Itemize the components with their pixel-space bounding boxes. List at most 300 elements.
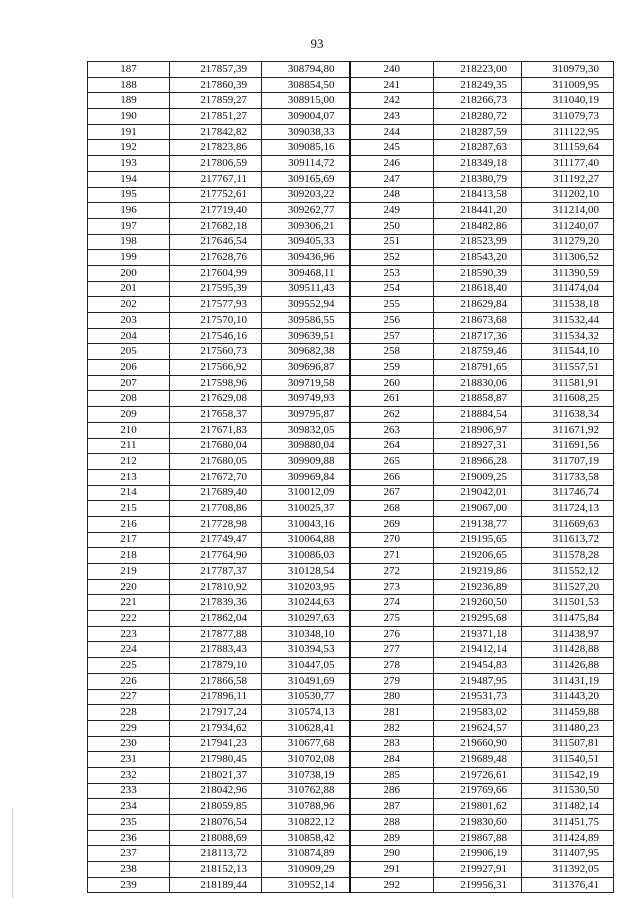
point-number-cell: 201 bbox=[88, 281, 170, 297]
y-coordinate-cell: 310874,89 bbox=[262, 846, 350, 862]
x-coordinate-cell: 219830,60 bbox=[434, 815, 522, 831]
y-coordinate-cell: 310788,96 bbox=[262, 799, 350, 815]
x-coordinate-cell: 219009,25 bbox=[434, 469, 522, 485]
x-coordinate-cell: 218021,37 bbox=[170, 767, 262, 783]
y-coordinate-cell: 310858,42 bbox=[262, 830, 350, 846]
y-coordinate-cell: 310447,05 bbox=[262, 658, 350, 674]
y-coordinate-cell: 311122,95 bbox=[522, 124, 614, 140]
x-coordinate-cell: 219927,91 bbox=[434, 862, 522, 878]
point-number-cell: 266 bbox=[350, 469, 434, 485]
x-coordinate-cell: 217866,58 bbox=[170, 673, 262, 689]
x-coordinate-cell: 219867,88 bbox=[434, 830, 522, 846]
y-coordinate-cell: 310043,16 bbox=[262, 516, 350, 532]
table-row bbox=[88, 234, 614, 250]
x-coordinate-cell: 219583,02 bbox=[434, 705, 522, 721]
x-coordinate-cell: 217917,24 bbox=[170, 705, 262, 721]
table-row bbox=[88, 124, 614, 140]
x-coordinate-cell: 217680,05 bbox=[170, 454, 262, 470]
point-number-cell: 285 bbox=[350, 767, 434, 783]
x-coordinate-cell: 217682,18 bbox=[170, 218, 262, 234]
x-coordinate-cell: 217934,62 bbox=[170, 720, 262, 736]
x-coordinate-cell: 217752,61 bbox=[170, 187, 262, 203]
point-number-cell: 234 bbox=[88, 799, 170, 815]
point-number-cell: 231 bbox=[88, 752, 170, 768]
point-number-cell: 211 bbox=[88, 438, 170, 454]
y-coordinate-cell: 309004,07 bbox=[262, 109, 350, 125]
x-coordinate-cell: 219371,18 bbox=[434, 626, 522, 642]
x-coordinate-cell: 218858,87 bbox=[434, 391, 522, 407]
point-number-cell: 208 bbox=[88, 391, 170, 407]
point-number-cell: 224 bbox=[88, 642, 170, 658]
point-number-cell: 244 bbox=[350, 124, 434, 140]
point-number-cell: 197 bbox=[88, 218, 170, 234]
table-row bbox=[88, 830, 614, 846]
y-coordinate-cell: 309832,05 bbox=[262, 422, 350, 438]
x-coordinate-cell: 219689,48 bbox=[434, 752, 522, 768]
point-number-cell: 259 bbox=[350, 360, 434, 376]
point-number-cell: 236 bbox=[88, 830, 170, 846]
x-coordinate-cell: 218523,99 bbox=[434, 234, 522, 250]
point-number-cell: 218 bbox=[88, 548, 170, 564]
x-coordinate-cell: 219487,95 bbox=[434, 673, 522, 689]
table-row bbox=[88, 799, 614, 815]
point-number-cell: 270 bbox=[350, 532, 434, 548]
y-coordinate-cell: 310491,69 bbox=[262, 673, 350, 689]
y-coordinate-cell: 309468,11 bbox=[262, 265, 350, 281]
y-coordinate-cell: 311578,28 bbox=[522, 548, 614, 564]
x-coordinate-cell: 218590,39 bbox=[434, 265, 522, 281]
y-coordinate-cell: 311390,59 bbox=[522, 265, 614, 281]
point-number-cell: 227 bbox=[88, 689, 170, 705]
y-coordinate-cell: 310702,08 bbox=[262, 752, 350, 768]
point-number-cell: 283 bbox=[350, 736, 434, 752]
point-number-cell: 235 bbox=[88, 815, 170, 831]
point-number-cell: 280 bbox=[350, 689, 434, 705]
y-coordinate-cell: 311240,07 bbox=[522, 218, 614, 234]
point-number-cell: 271 bbox=[350, 548, 434, 564]
point-number-cell: 192 bbox=[88, 140, 170, 156]
point-number-cell: 246 bbox=[350, 156, 434, 172]
table-row bbox=[88, 77, 614, 93]
x-coordinate-cell: 219219,86 bbox=[434, 564, 522, 580]
x-coordinate-cell: 217842,82 bbox=[170, 124, 262, 140]
y-coordinate-cell: 311474,04 bbox=[522, 281, 614, 297]
x-coordinate-cell: 217879,10 bbox=[170, 658, 262, 674]
x-coordinate-cell: 218076,54 bbox=[170, 815, 262, 831]
y-coordinate-cell: 311159,64 bbox=[522, 140, 614, 156]
point-number-cell: 258 bbox=[350, 344, 434, 360]
x-coordinate-cell: 217767,11 bbox=[170, 171, 262, 187]
y-coordinate-cell: 310297,63 bbox=[262, 611, 350, 627]
x-coordinate-cell: 218042,96 bbox=[170, 783, 262, 799]
table-row bbox=[88, 767, 614, 783]
point-number-cell: 289 bbox=[350, 830, 434, 846]
point-number-cell: 241 bbox=[350, 77, 434, 93]
table-row bbox=[88, 375, 614, 391]
x-coordinate-cell: 217787,37 bbox=[170, 564, 262, 580]
point-number-cell: 291 bbox=[350, 862, 434, 878]
table-row bbox=[88, 564, 614, 580]
y-coordinate-cell: 311507,81 bbox=[522, 736, 614, 752]
y-coordinate-cell: 309165,69 bbox=[262, 171, 350, 187]
point-number-cell: 207 bbox=[88, 375, 170, 391]
x-coordinate-cell: 218287,63 bbox=[434, 140, 522, 156]
y-coordinate-cell: 311443,20 bbox=[522, 689, 614, 705]
y-coordinate-cell: 311428,88 bbox=[522, 642, 614, 658]
x-coordinate-cell: 219769,66 bbox=[434, 783, 522, 799]
x-coordinate-cell: 217646,54 bbox=[170, 234, 262, 250]
point-number-cell: 188 bbox=[88, 77, 170, 93]
y-coordinate-cell: 310762,88 bbox=[262, 783, 350, 799]
x-coordinate-cell: 218249,35 bbox=[434, 77, 522, 93]
y-coordinate-cell: 310979,30 bbox=[522, 62, 614, 78]
table-row bbox=[88, 736, 614, 752]
point-number-cell: 221 bbox=[88, 595, 170, 611]
table-row bbox=[88, 297, 614, 313]
y-coordinate-cell: 311501,53 bbox=[522, 595, 614, 611]
x-coordinate-cell: 217806,59 bbox=[170, 156, 262, 172]
x-coordinate-cell: 219236,89 bbox=[434, 579, 522, 595]
table-row bbox=[88, 595, 614, 611]
table-row bbox=[88, 485, 614, 501]
table-row bbox=[88, 171, 614, 187]
x-coordinate-cell: 219454,83 bbox=[434, 658, 522, 674]
y-coordinate-cell: 309436,96 bbox=[262, 250, 350, 266]
table-row bbox=[88, 626, 614, 642]
point-number-cell: 209 bbox=[88, 407, 170, 423]
table-row bbox=[88, 265, 614, 281]
y-coordinate-cell: 309552,94 bbox=[262, 297, 350, 313]
y-coordinate-cell: 311480,23 bbox=[522, 720, 614, 736]
point-number-cell: 276 bbox=[350, 626, 434, 642]
y-coordinate-cell: 311192,27 bbox=[522, 171, 614, 187]
y-coordinate-cell: 310628,41 bbox=[262, 720, 350, 736]
table-row bbox=[88, 642, 614, 658]
point-number-cell: 196 bbox=[88, 203, 170, 219]
y-coordinate-cell: 311279,20 bbox=[522, 234, 614, 250]
x-coordinate-cell: 218287,59 bbox=[434, 124, 522, 140]
point-number-cell: 222 bbox=[88, 611, 170, 627]
table-row bbox=[88, 438, 614, 454]
point-number-cell: 190 bbox=[88, 109, 170, 125]
point-number-cell: 220 bbox=[88, 579, 170, 595]
y-coordinate-cell: 309038,33 bbox=[262, 124, 350, 140]
x-coordinate-cell: 218884,54 bbox=[434, 407, 522, 423]
y-coordinate-cell: 311542,19 bbox=[522, 767, 614, 783]
y-coordinate-cell: 310086,03 bbox=[262, 548, 350, 564]
x-coordinate-cell: 217896,11 bbox=[170, 689, 262, 705]
point-number-cell: 229 bbox=[88, 720, 170, 736]
x-coordinate-cell: 217860,39 bbox=[170, 77, 262, 93]
y-coordinate-cell: 309880,04 bbox=[262, 438, 350, 454]
x-coordinate-cell: 218759,46 bbox=[434, 344, 522, 360]
x-coordinate-cell: 217857,39 bbox=[170, 62, 262, 78]
table-row bbox=[88, 140, 614, 156]
point-number-cell: 230 bbox=[88, 736, 170, 752]
table-row bbox=[88, 877, 614, 893]
table-row bbox=[88, 689, 614, 705]
point-number-cell: 239 bbox=[88, 877, 170, 893]
y-coordinate-cell: 310738,19 bbox=[262, 767, 350, 783]
point-number-cell: 187 bbox=[88, 62, 170, 78]
table-row bbox=[88, 454, 614, 470]
table-row bbox=[88, 360, 614, 376]
point-number-cell: 286 bbox=[350, 783, 434, 799]
table-row bbox=[88, 579, 614, 595]
y-coordinate-cell: 309085,16 bbox=[262, 140, 350, 156]
point-number-cell: 203 bbox=[88, 313, 170, 329]
point-number-cell: 238 bbox=[88, 862, 170, 878]
y-coordinate-cell: 309749,93 bbox=[262, 391, 350, 407]
table-row bbox=[88, 673, 614, 689]
point-number-cell: 214 bbox=[88, 485, 170, 501]
y-coordinate-cell: 311079,73 bbox=[522, 109, 614, 125]
point-number-cell: 260 bbox=[350, 375, 434, 391]
point-number-cell: 256 bbox=[350, 313, 434, 329]
point-number-cell: 189 bbox=[88, 93, 170, 109]
x-coordinate-cell: 217546,16 bbox=[170, 328, 262, 344]
x-coordinate-cell: 217851,27 bbox=[170, 109, 262, 125]
y-coordinate-cell: 310348,10 bbox=[262, 626, 350, 642]
y-coordinate-cell: 309586,55 bbox=[262, 313, 350, 329]
table-row bbox=[88, 203, 614, 219]
table-row bbox=[88, 93, 614, 109]
y-coordinate-cell: 311724,13 bbox=[522, 501, 614, 517]
point-number-cell: 200 bbox=[88, 265, 170, 281]
x-coordinate-cell: 217823,86 bbox=[170, 140, 262, 156]
point-number-cell: 240 bbox=[350, 62, 434, 78]
x-coordinate-cell: 217689,40 bbox=[170, 485, 262, 501]
y-coordinate-cell: 309682,38 bbox=[262, 344, 350, 360]
table-row bbox=[88, 313, 614, 329]
x-coordinate-cell: 218966,28 bbox=[434, 454, 522, 470]
y-coordinate-cell: 310128,54 bbox=[262, 564, 350, 580]
y-coordinate-cell: 309306,21 bbox=[262, 218, 350, 234]
y-coordinate-cell: 308794,80 bbox=[262, 62, 350, 78]
y-coordinate-cell: 311392,05 bbox=[522, 862, 614, 878]
x-coordinate-cell: 218349,18 bbox=[434, 156, 522, 172]
x-coordinate-cell: 217672,70 bbox=[170, 469, 262, 485]
point-number-cell: 205 bbox=[88, 344, 170, 360]
y-coordinate-cell: 310244,63 bbox=[262, 595, 350, 611]
y-coordinate-cell: 310394,53 bbox=[262, 642, 350, 658]
point-number-cell: 245 bbox=[350, 140, 434, 156]
point-number-cell: 202 bbox=[88, 297, 170, 313]
page-number: 93 bbox=[310, 36, 324, 51]
point-number-cell: 290 bbox=[350, 846, 434, 862]
x-coordinate-cell: 219726,61 bbox=[434, 767, 522, 783]
table-row bbox=[88, 469, 614, 485]
y-coordinate-cell: 308915,00 bbox=[262, 93, 350, 109]
x-coordinate-cell: 219660,90 bbox=[434, 736, 522, 752]
y-coordinate-cell: 311540,51 bbox=[522, 752, 614, 768]
x-coordinate-cell: 217598,96 bbox=[170, 375, 262, 391]
y-coordinate-cell: 310203,95 bbox=[262, 579, 350, 595]
x-coordinate-cell: 219260,50 bbox=[434, 595, 522, 611]
point-number-cell: 223 bbox=[88, 626, 170, 642]
table-row bbox=[88, 846, 614, 862]
y-coordinate-cell: 311532,44 bbox=[522, 313, 614, 329]
y-coordinate-cell: 311426,88 bbox=[522, 658, 614, 674]
point-number-cell: 219 bbox=[88, 564, 170, 580]
point-number-cell: 215 bbox=[88, 501, 170, 517]
x-coordinate-cell: 218113,72 bbox=[170, 846, 262, 862]
table-row bbox=[88, 250, 614, 266]
x-coordinate-cell: 218441,20 bbox=[434, 203, 522, 219]
table-row bbox=[88, 720, 614, 736]
x-coordinate-cell: 217728,98 bbox=[170, 516, 262, 532]
x-coordinate-cell: 217719,40 bbox=[170, 203, 262, 219]
point-number-cell: 191 bbox=[88, 124, 170, 140]
point-number-cell: 284 bbox=[350, 752, 434, 768]
point-number-cell: 213 bbox=[88, 469, 170, 485]
point-number-cell: 257 bbox=[350, 328, 434, 344]
point-number-cell: 198 bbox=[88, 234, 170, 250]
x-coordinate-cell: 217566,92 bbox=[170, 360, 262, 376]
point-number-cell: 273 bbox=[350, 579, 434, 595]
table-row bbox=[88, 109, 614, 125]
y-coordinate-cell: 310677,68 bbox=[262, 736, 350, 752]
y-coordinate-cell: 311552,12 bbox=[522, 564, 614, 580]
table-row bbox=[88, 218, 614, 234]
y-coordinate-cell: 311534,32 bbox=[522, 328, 614, 344]
x-coordinate-cell: 218413,58 bbox=[434, 187, 522, 203]
y-coordinate-cell: 311214,00 bbox=[522, 203, 614, 219]
x-coordinate-cell: 217628,76 bbox=[170, 250, 262, 266]
point-number-cell: 275 bbox=[350, 611, 434, 627]
x-coordinate-cell: 218629,84 bbox=[434, 297, 522, 313]
point-number-cell: 279 bbox=[350, 673, 434, 689]
table-row bbox=[88, 187, 614, 203]
y-coordinate-cell: 309795,87 bbox=[262, 407, 350, 423]
point-number-cell: 288 bbox=[350, 815, 434, 831]
table-row bbox=[88, 328, 614, 344]
table-row bbox=[88, 658, 614, 674]
x-coordinate-cell: 219042,01 bbox=[434, 485, 522, 501]
y-coordinate-cell: 311407,95 bbox=[522, 846, 614, 862]
y-coordinate-cell: 311177,40 bbox=[522, 156, 614, 172]
x-coordinate-cell: 217859,27 bbox=[170, 93, 262, 109]
table-row bbox=[88, 407, 614, 423]
table-row bbox=[88, 156, 614, 172]
point-number-cell: 278 bbox=[350, 658, 434, 674]
y-coordinate-cell: 311482,14 bbox=[522, 799, 614, 815]
y-coordinate-cell: 310064,88 bbox=[262, 532, 350, 548]
y-coordinate-cell: 311538,18 bbox=[522, 297, 614, 313]
x-coordinate-cell: 217658,37 bbox=[170, 407, 262, 423]
x-coordinate-cell: 218223,00 bbox=[434, 62, 522, 78]
x-coordinate-cell: 218791,65 bbox=[434, 360, 522, 376]
y-coordinate-cell: 310909,29 bbox=[262, 862, 350, 878]
y-coordinate-cell: 311671,92 bbox=[522, 422, 614, 438]
point-number-cell: 237 bbox=[88, 846, 170, 862]
y-coordinate-cell: 311376,41 bbox=[522, 877, 614, 893]
x-coordinate-cell: 218830,06 bbox=[434, 375, 522, 391]
point-number-cell: 265 bbox=[350, 454, 434, 470]
point-number-cell: 228 bbox=[88, 705, 170, 721]
point-number-cell: 226 bbox=[88, 673, 170, 689]
point-number-cell: 269 bbox=[350, 516, 434, 532]
y-coordinate-cell: 311009,95 bbox=[522, 77, 614, 93]
point-number-cell: 272 bbox=[350, 564, 434, 580]
point-number-cell: 267 bbox=[350, 485, 434, 501]
y-coordinate-cell: 311638,34 bbox=[522, 407, 614, 423]
x-coordinate-cell: 217839,36 bbox=[170, 595, 262, 611]
point-number-cell: 248 bbox=[350, 187, 434, 203]
point-number-cell: 212 bbox=[88, 454, 170, 470]
x-coordinate-cell: 218618,40 bbox=[434, 281, 522, 297]
point-number-cell: 292 bbox=[350, 877, 434, 893]
point-number-cell: 262 bbox=[350, 407, 434, 423]
y-coordinate-cell: 309969,84 bbox=[262, 469, 350, 485]
table-row bbox=[88, 548, 614, 564]
y-coordinate-cell: 311613,72 bbox=[522, 532, 614, 548]
point-number-cell: 247 bbox=[350, 171, 434, 187]
x-coordinate-cell: 219531,73 bbox=[434, 689, 522, 705]
x-coordinate-cell: 218543,20 bbox=[434, 250, 522, 266]
table-row bbox=[88, 501, 614, 517]
point-number-cell: 261 bbox=[350, 391, 434, 407]
x-coordinate-cell: 218906,97 bbox=[434, 422, 522, 438]
y-coordinate-cell: 309405,33 bbox=[262, 234, 350, 250]
point-number-cell: 274 bbox=[350, 595, 434, 611]
y-coordinate-cell: 310822,12 bbox=[262, 815, 350, 831]
point-number-cell: 282 bbox=[350, 720, 434, 736]
x-coordinate-cell: 217749,47 bbox=[170, 532, 262, 548]
x-coordinate-cell: 217671,83 bbox=[170, 422, 262, 438]
y-coordinate-cell: 311475,84 bbox=[522, 611, 614, 627]
x-coordinate-cell: 219206,65 bbox=[434, 548, 522, 564]
table-row bbox=[88, 705, 614, 721]
y-coordinate-cell: 309719,58 bbox=[262, 375, 350, 391]
point-number-cell: 206 bbox=[88, 360, 170, 376]
table-row bbox=[88, 611, 614, 627]
point-number-cell: 268 bbox=[350, 501, 434, 517]
x-coordinate-cell: 219801,62 bbox=[434, 799, 522, 815]
x-coordinate-cell: 218266,73 bbox=[434, 93, 522, 109]
y-coordinate-cell: 311424,89 bbox=[522, 830, 614, 846]
x-coordinate-cell: 217862,04 bbox=[170, 611, 262, 627]
y-coordinate-cell: 311733,58 bbox=[522, 469, 614, 485]
x-coordinate-cell: 218152,13 bbox=[170, 862, 262, 878]
y-coordinate-cell: 311527,20 bbox=[522, 579, 614, 595]
y-coordinate-cell: 311581,91 bbox=[522, 375, 614, 391]
point-number-cell: 217 bbox=[88, 532, 170, 548]
x-coordinate-cell: 217941,23 bbox=[170, 736, 262, 752]
point-number-cell: 264 bbox=[350, 438, 434, 454]
x-coordinate-cell: 219138,77 bbox=[434, 516, 522, 532]
y-coordinate-cell: 311746,74 bbox=[522, 485, 614, 501]
point-number-cell: 243 bbox=[350, 109, 434, 125]
y-coordinate-cell: 311691,56 bbox=[522, 438, 614, 454]
table-row bbox=[88, 62, 614, 78]
x-coordinate-cell: 218482,86 bbox=[434, 218, 522, 234]
x-coordinate-cell: 218280,72 bbox=[434, 109, 522, 125]
point-number-cell: 193 bbox=[88, 156, 170, 172]
y-coordinate-cell: 311438,97 bbox=[522, 626, 614, 642]
y-coordinate-cell: 309203,22 bbox=[262, 187, 350, 203]
x-coordinate-cell: 217577,93 bbox=[170, 297, 262, 313]
point-number-cell: 277 bbox=[350, 642, 434, 658]
point-number-cell: 195 bbox=[88, 187, 170, 203]
table-row bbox=[88, 532, 614, 548]
table-row bbox=[88, 391, 614, 407]
x-coordinate-cell: 219412,14 bbox=[434, 642, 522, 658]
point-number-cell: 281 bbox=[350, 705, 434, 721]
y-coordinate-cell: 311451,75 bbox=[522, 815, 614, 831]
point-number-cell: 287 bbox=[350, 799, 434, 815]
point-number-cell: 242 bbox=[350, 93, 434, 109]
